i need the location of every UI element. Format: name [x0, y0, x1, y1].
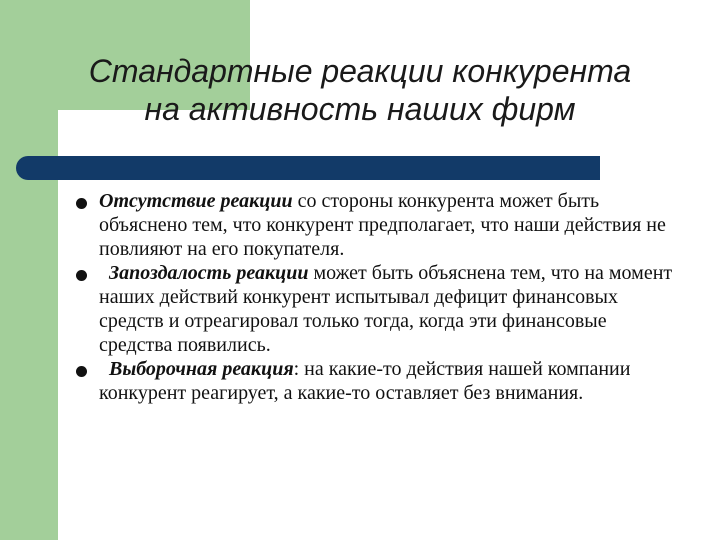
- bullet-item-selective-reaction: [76, 357, 676, 405]
- title-line-1: Стандартные реакции конкурента: [88, 53, 632, 89]
- bullet-term: Отсутствие реакции: [99, 190, 293, 212]
- bullet-dot-icon: [76, 366, 87, 377]
- bullet-text: : на какие-то действия нашей компании конкурент реагирует, а какие-то оставляет без внимания.: [99, 358, 631, 404]
- bullet-text: может быть объяснена тем, что на момент наших действий конкурент испытывал дефицит финансовых средств и отреагировал только тогда, когда эти финансовые средства появились.: [99, 262, 673, 356]
- title-line-2: на активность наших фирм: [144, 91, 576, 127]
- bullet-list: [76, 189, 676, 405]
- bullet-lead-space: [99, 358, 109, 380]
- bullet-term: Запоздалость реакции: [109, 262, 309, 284]
- bullet-dot-icon: [76, 270, 87, 281]
- bullet-lead-space: [99, 262, 109, 284]
- bullet-dot-icon: [76, 198, 87, 209]
- title-divider-bar: [16, 156, 600, 180]
- bullet-item-no-reaction: [76, 189, 676, 261]
- bullet-item-delayed-reaction: [76, 261, 676, 357]
- bullet-term: Выборочная реакция: [109, 358, 294, 380]
- bullet-text: со стороны конкурента может быть объяснено тем, что конкурент предполагает, что наши действия не повлияют на его покупателя.: [99, 190, 666, 260]
- slide-title: [40, 52, 680, 128]
